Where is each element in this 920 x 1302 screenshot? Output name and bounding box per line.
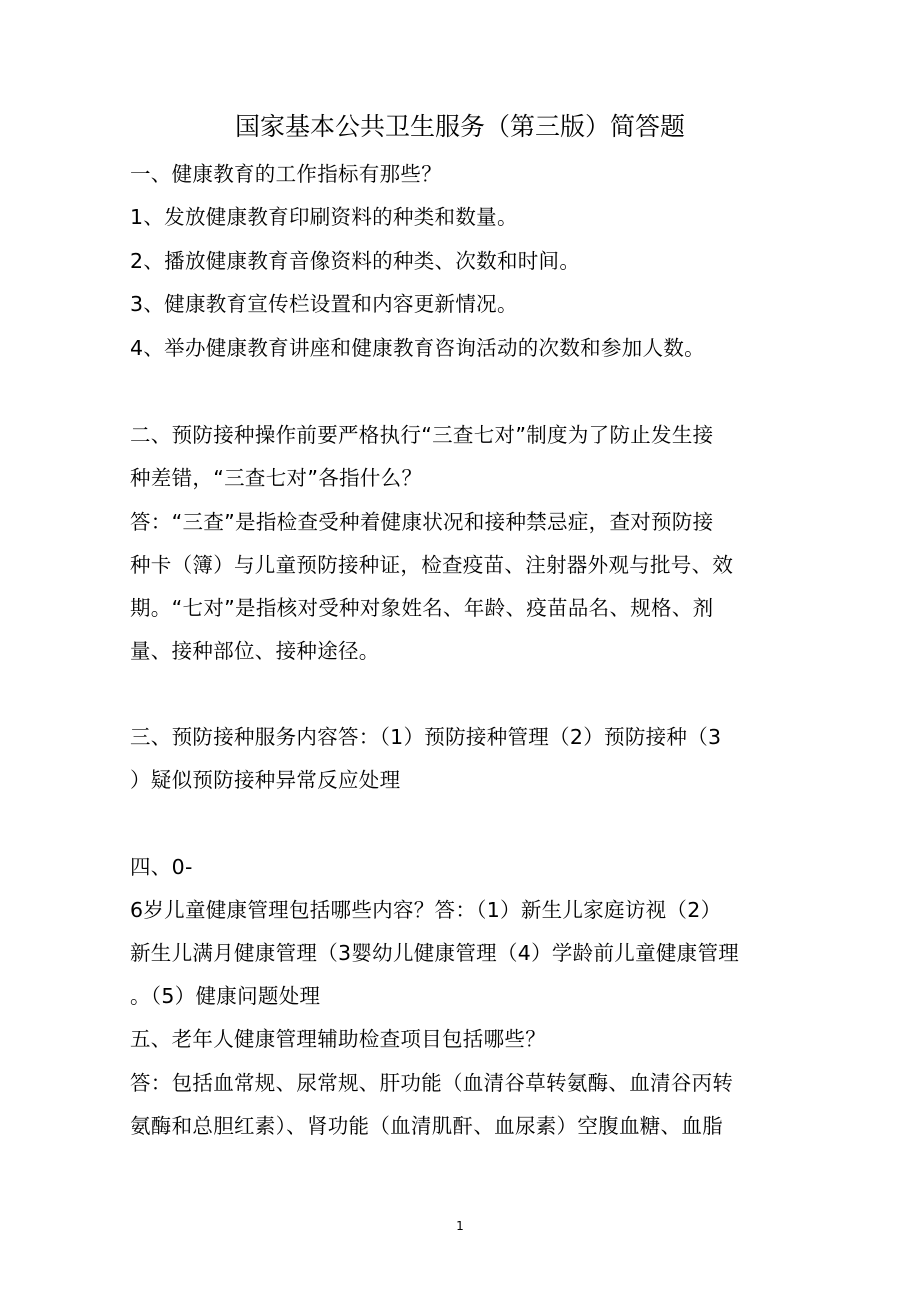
answer-paragraph-line: 量、接种部位、接种途径。 (130, 639, 380, 663)
section-4-line: 6岁儿童健康管理包括哪些内容？答：（1）新生儿家庭访视（2） (130, 898, 722, 922)
section-3-heading: 三、预防接种服务内容答：（1）预防接种管理（2）预防接种（3 (130, 725, 722, 749)
page-number: 1 (456, 1219, 464, 1233)
list-item: 3、健康教育宣传栏设置和内容更新情况。 (130, 292, 518, 316)
section-4-heading: 四、0- (130, 855, 193, 879)
section-2-heading-continued: 种差错，“三查七对”各指什么？ (130, 466, 423, 490)
answer-paragraph-line: 氨酶和总胆红素）、肾功能（血清肌酐、血尿素）空腹血糖、血脂 (130, 1114, 723, 1138)
list-item: 2、播放健康教育音像资料的种类、次数和时间。 (130, 249, 581, 273)
section-3-continued: ）疑似预防接种异常反应处理 (130, 768, 401, 792)
section-4-line: 新生儿满月健康管理（3婴幼儿健康管理（4）学龄前儿童健康管理 (130, 941, 740, 965)
section-1-heading: 一、健康教育的工作指标有那些？ (130, 162, 442, 186)
section-2-heading: 二、预防接种操作前要严格执行“三查七对”制度为了防止发生接 (130, 423, 714, 447)
answer-paragraph-line: 期。“七对”是指核对受种对象姓名、年龄、疫苗品名、规格、剂 (130, 596, 714, 620)
answer-paragraph-line: 种卡（簿）与儿童预防接种证，检查疫苗、注射器外观与批号、效 (130, 553, 734, 577)
list-item: 4、举办健康教育讲座和健康教育咨询活动的次数和参加人数。 (130, 336, 705, 360)
section-4-line: 。（5）健康问题处理 (130, 984, 321, 1008)
answer-paragraph-line: 答：“三查”是指检查受种着健康状况和接种禁忌症，查对预防接 (130, 510, 714, 534)
answer-paragraph-line: 答：包括血常规、尿常规、肝功能（血清谷草转氨酶、血清谷丙转 (130, 1071, 734, 1095)
list-item: 1、发放健康教育印刷资料的种类和数量。 (130, 205, 518, 229)
document-title: 国家基本公共卫生服务（第三版）简答题 (234, 112, 685, 141)
section-5-heading: 五、老年人健康管理辅助检查项目包括哪些？ (130, 1027, 546, 1051)
